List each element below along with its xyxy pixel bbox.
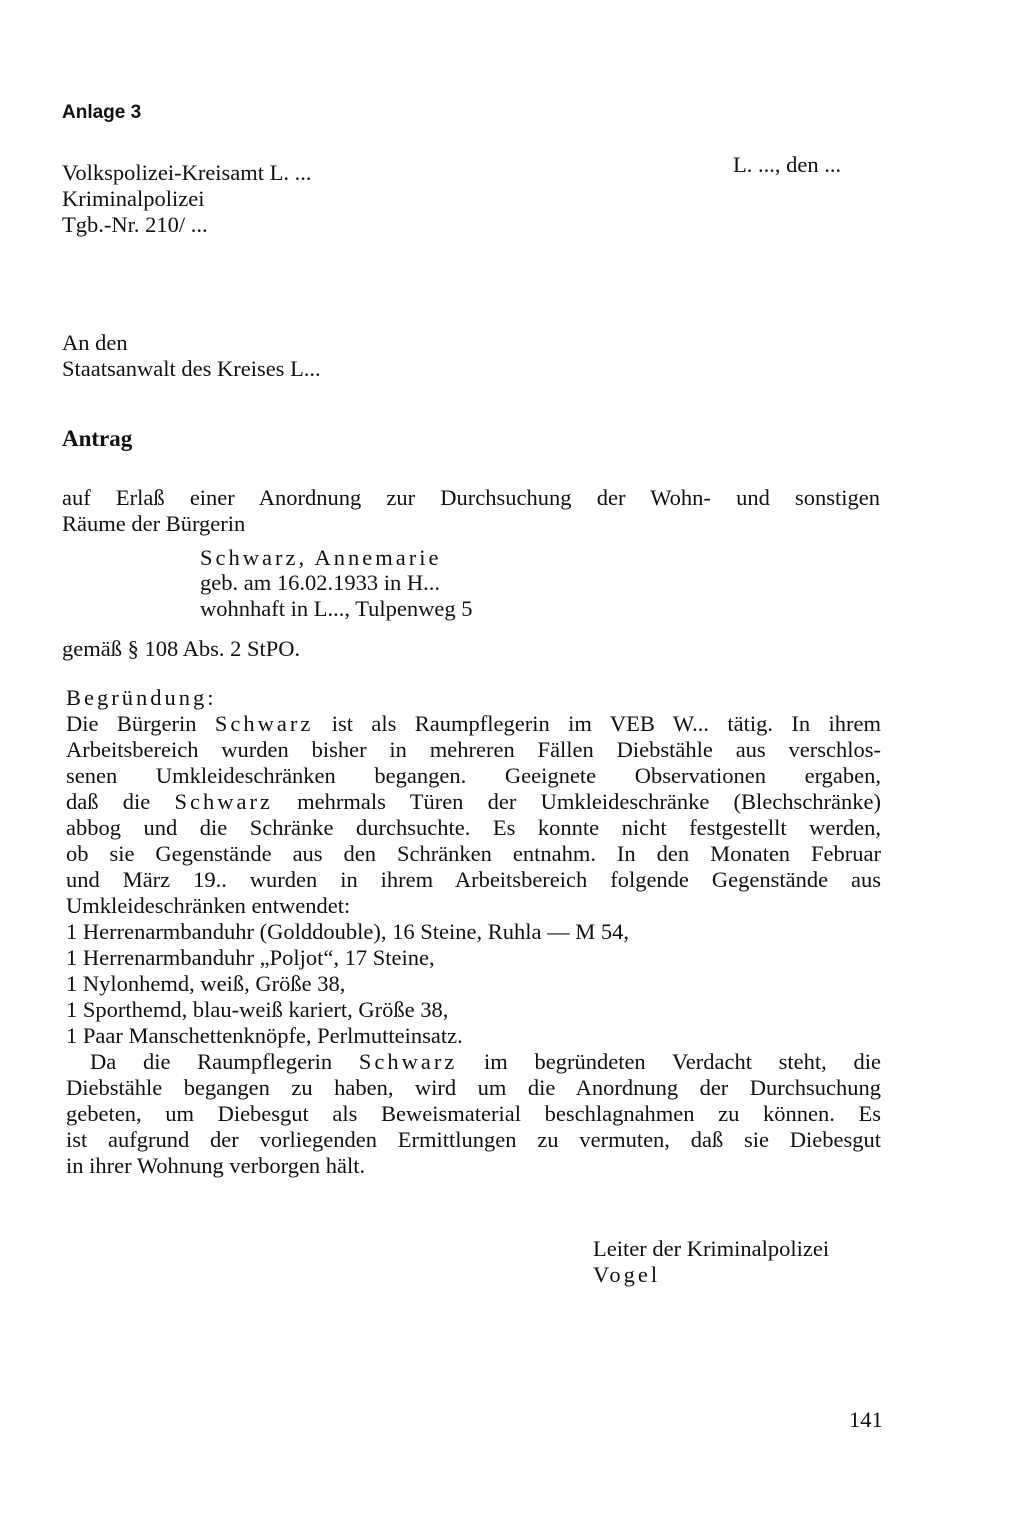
stolen-item-3: 1 Nylonhemd, weiß, Größe 38, — [66, 971, 346, 996]
anlage-label: Anlage 3 — [62, 102, 142, 123]
reason-line-4-name: Schwarz — [174, 789, 273, 814]
reason-line-3 — [66, 763, 881, 789]
conclusion-line-1 — [90, 1049, 881, 1075]
conclusion-line-3-text: gebeten, um Diebesgut als Beweismaterial beschlagnahmen zu können. Es — [66, 1101, 881, 1126]
conclusion-line-5: in ihrer Wohnung verborgen hält. — [66, 1153, 366, 1178]
signature-title: Leiter der Kriminalpolizei — [593, 1236, 830, 1261]
request-line-1 — [62, 485, 880, 511]
reason-line-1-a: Die Bürgerin — [66, 711, 215, 736]
reason-line-8: Umkleideschränken entwendet: — [66, 893, 351, 918]
reason-line-7-text: und März 19.. wurden in ihrem Arbeitsbereich folgende Gegenstände aus — [66, 867, 881, 892]
page-number: 141 — [849, 1407, 883, 1432]
recipient-line-1: An den — [62, 330, 128, 355]
stolen-item-4: 1 Sporthemd, blau-weiß kariert, Größe 38, — [66, 997, 449, 1022]
signature-name-text: Vogel — [593, 1262, 661, 1287]
request-line-2: Räume der Bürgerin — [62, 511, 246, 536]
reason-line-2-text: Arbeitsbereich wurden bisher in mehreren Fällen Diebstähle aus verschlos- — [66, 737, 881, 762]
reason-line-4-text — [66, 789, 881, 815]
sender-department: Kriminalpolizei — [62, 186, 205, 211]
conclusion-line-4 — [66, 1127, 881, 1153]
reason-line-5 — [66, 815, 881, 841]
reason-line-5-text: abbog und die Schränke durchsuchte. Es konnte nicht festgestellt werden, — [66, 815, 881, 840]
person-address: wohnhaft in L..., Tulpenweg 5 — [200, 596, 473, 621]
stolen-item-5: 1 Paar Manschettenknöpfe, Perlmutteinsatz. — [66, 1023, 463, 1048]
recipient-line-2: Staatsanwalt des Kreises L... — [62, 356, 321, 381]
reason-line-7 — [66, 867, 881, 893]
place-date: L. ..., den ... — [733, 152, 842, 177]
legal-basis: gemäß § 108 Abs. 2 StPO. — [62, 636, 301, 661]
reason-line-6 — [66, 841, 881, 867]
conclusion-line-1-a: Da die Raumpflegerin — [90, 1049, 359, 1074]
begruendung-title-text: Begründung: — [66, 685, 217, 710]
reason-line-2 — [66, 737, 881, 763]
sender-reference-number: Tgb.-Nr. 210/ ... — [62, 212, 208, 237]
conclusion-line-3 — [66, 1101, 881, 1127]
stolen-item-1: 1 Herrenarmbanduhr (Golddouble), 16 Steine, Ruhla — M 54, — [66, 919, 630, 944]
person-name-text: Schwarz, Annemarie — [200, 545, 442, 570]
conclusion-line-2 — [66, 1075, 881, 1101]
document-heading: Antrag — [62, 426, 133, 451]
conclusion-line-2-text: Diebstähle begangen zu haben, wird um die Anordnung der Durchsuchung — [66, 1075, 881, 1100]
reason-line-3-text: senen Umkleideschränken begangen. Geeignete Observationen ergaben, — [66, 763, 881, 788]
stolen-item-2: 1 Herrenarmbanduhr „Poljot“, 17 Steine, — [66, 945, 435, 970]
reason-line-4 — [66, 789, 881, 815]
person-birth: geb. am 16.02.1933 in H... — [200, 570, 440, 595]
reason-line-1-b: ist als Raumpflegerin im VEB W... tätig. In ihrem — [313, 711, 881, 736]
conclusion-line-1-b: im begründeten Verdacht steht, die — [457, 1049, 881, 1074]
reason-line-1 — [66, 711, 881, 737]
conclusion-line-1-name: Schwarz — [358, 1049, 458, 1074]
person-name — [200, 545, 441, 571]
reason-line-1-name: Schwarz — [214, 711, 314, 736]
reason-line-6-text: ob sie Gegenstände aus den Schränken entnahm. In den Monaten Februar — [66, 841, 881, 866]
conclusion-line-4-text: ist aufgrund der vorliegenden Ermittlungen zu vermuten, daß sie Diebesgut — [66, 1127, 881, 1152]
signature-name — [593, 1262, 660, 1288]
begruendung-title — [66, 685, 217, 711]
request-text-1: auf Erlaß einer Anordnung zur Durchsuchung der Wohn- und sonstigen — [62, 485, 880, 510]
sender-office: Volkspolizei-Kreisamt L. ... — [62, 160, 312, 185]
reason-line-4-b: mehrmals Türen der Umkleideschränke (Blechschränke) — [272, 789, 881, 814]
reason-line-4-a: daß die — [66, 789, 175, 814]
conclusion-line-1-text — [90, 1049, 881, 1075]
reason-line-1-text — [66, 711, 881, 737]
